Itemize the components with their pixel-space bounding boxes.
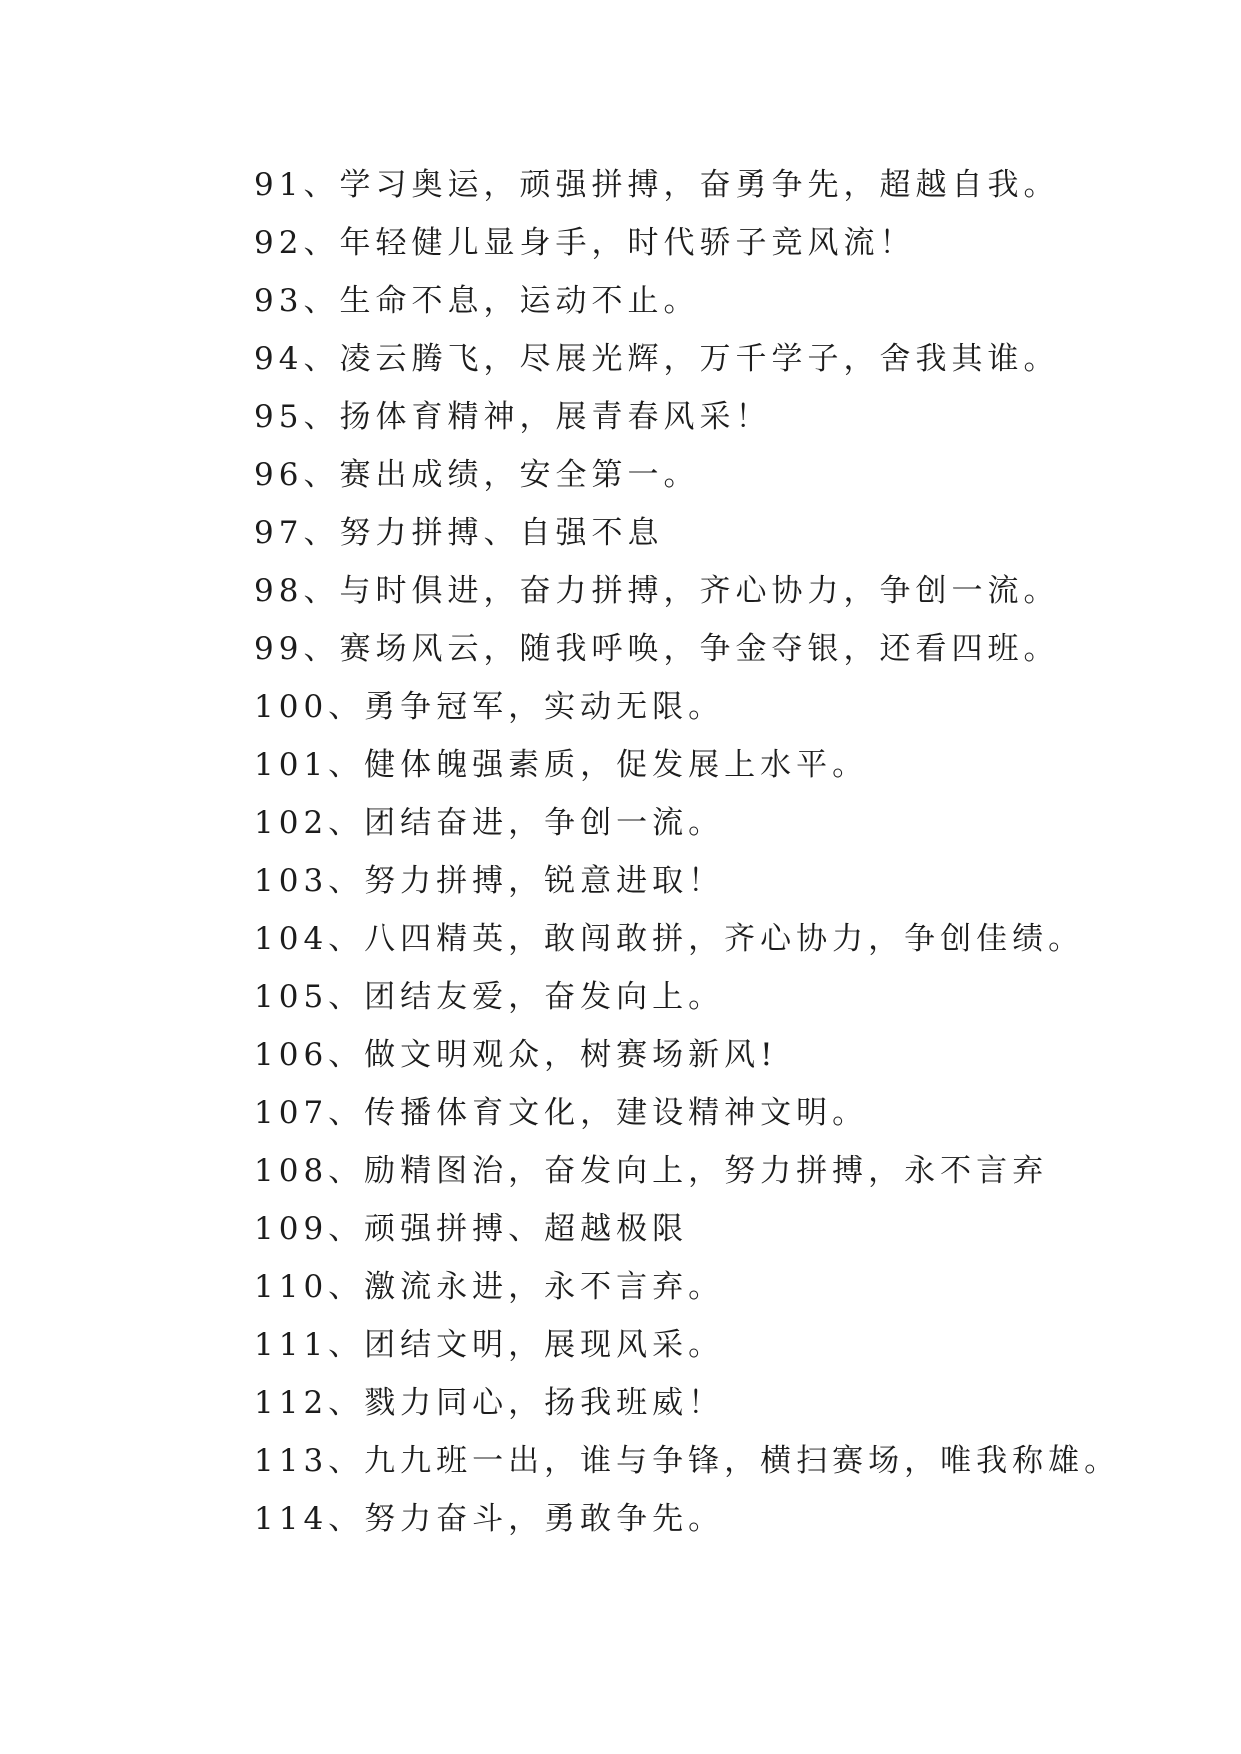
slogan-line-114: 114、努力奋斗，勇敢争先。 xyxy=(254,1501,725,1537)
slogan-line-107: 107、传播体育文化，建设精神文明。 xyxy=(254,1095,869,1131)
slogan-line-108: 108、励精图治，奋发向上，努力拼搏，永不言弃 xyxy=(254,1153,1049,1189)
slogan-line-98: 98、与时俱进，奋力拼搏，齐心协力，争创一流。 xyxy=(254,573,1060,609)
slogan-line-100: 100、勇争冠军，实动无限。 xyxy=(254,689,725,725)
slogan-line-92: 92、年轻健儿显身手，时代骄子竞风流！ xyxy=(254,225,916,261)
slogan-line-112: 112、戮力同心，扬我班威！ xyxy=(254,1385,725,1421)
slogan-line-94: 94、凌云腾飞，尽展光辉，万千学子，舍我其谁。 xyxy=(254,341,1060,377)
slogan-line-111: 111、团结文明，展现风采。 xyxy=(254,1327,725,1363)
slogan-line-95: 95、扬体育精神，展青春风采！ xyxy=(254,399,772,435)
slogan-line-96: 96、赛出成绩，安全第一。 xyxy=(254,457,700,493)
slogan-list xyxy=(254,156,1120,1548)
slogan-line-93: 93、生命不息，运动不止。 xyxy=(254,283,700,319)
slogan-line-110: 110、激流永进，永不言弃。 xyxy=(254,1269,725,1305)
slogan-line-103: 103、努力拼搏，锐意进取！ xyxy=(254,863,725,899)
slogan-line-91: 91、学习奥运，顽强拼搏，奋勇争先，超越自我。 xyxy=(254,167,1060,203)
slogan-line-113: 113、九九班一出，谁与争锋，横扫赛场，唯我称雄。 xyxy=(254,1443,1121,1479)
slogan-line-101: 101、健体魄强素质，促发展上水平。 xyxy=(254,747,869,783)
slogan-line-106: 106、做文明观众，树赛场新风! xyxy=(254,1037,778,1073)
slogan-line-99: 99、赛场风云，随我呼唤，争金夺银，还看四班。 xyxy=(254,631,1060,667)
slogan-line-105: 105、团结友爱，奋发向上。 xyxy=(254,979,725,1015)
slogan-line-104: 104、八四精英，敢闯敢拼，齐心协力，争创佳绩。 xyxy=(254,921,1085,957)
slogan-line-97: 97、努力拼搏、自强不息 xyxy=(254,515,664,551)
slogan-line-109: 109、顽强拼搏、超越极限 xyxy=(254,1211,689,1247)
slogan-line-102: 102、团结奋进，争创一流。 xyxy=(254,805,725,841)
